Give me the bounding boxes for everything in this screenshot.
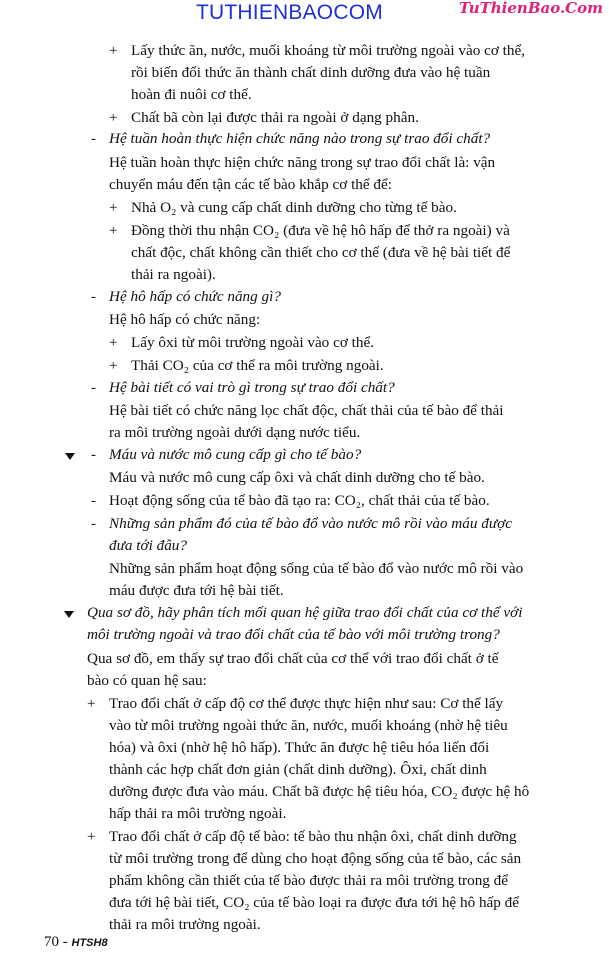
text-line: hấp thải ra môi trường ngoài. [109, 805, 287, 822]
text-line: Trao đổi chất ở cấp độ tế bào: tế bào thu nhận ôxi, chất dinh dưỡng [109, 828, 517, 845]
dash-bullet: - [91, 493, 96, 509]
text-line: Hệ bài tiết có vai trò gì trong sự trao đổi chất? [109, 379, 395, 396]
plus-bullet: + [109, 110, 118, 126]
text-line: Đồng thời thu nhận CO₂ (đưa về hệ hô hấp để thở ra ngoài) và [131, 222, 510, 239]
text-line: Trao đổi chất ở cấp độ cơ thể được thực hiện như sau: Cơ thể lấy [109, 695, 504, 712]
text-line: Nhả O₂ và cung cấp chất dinh dưỡng cho từng tế bào. [131, 199, 457, 216]
text-line: Chất bã còn lại được thải ra ngoài ở dạng phân. [131, 109, 419, 126]
watermark-left: TUTHIENBAOCOM [196, 1, 383, 24]
text-line: Hệ tuần hoàn thực hiện chức năng nào trong sự trao đổi chất? [109, 130, 491, 147]
text-line: bào có quan hệ sau: [87, 672, 207, 689]
text-line: Thải CO₂ của cơ thể ra môi trường ngoài. [131, 357, 384, 374]
page-number: 70 - [44, 934, 68, 950]
text-line: rồi biến đổi thức ăn thành chất dinh dưỡng đưa vào hệ tuần [131, 64, 491, 81]
plus-bullet: + [109, 200, 118, 216]
text-line: Những sản phẩm hoạt động sống của tế bào đổ vào nước mô rồi vào [109, 560, 524, 577]
plus-bullet: + [87, 696, 96, 712]
text-line: Qua sơ đồ, em thấy sự trao đổi chất của cơ thể với trao đổi chất ở tế [87, 650, 499, 667]
text-line: chuyển máu đến tận các tế bào khắp cơ thể để: [109, 176, 392, 193]
text-line: ra môi trường ngoài dưới dạng nước tiểu. [109, 424, 361, 441]
text-line: thành các hợp chất đơn giản (chất dinh dưỡng). Ôxi, chất dinh [109, 761, 487, 778]
text-line: thải ra môi trường ngoài. [109, 916, 261, 933]
text-line: đưa tới đâu? [109, 537, 187, 554]
watermark-right: TuThienBao.Com [458, 0, 603, 17]
text-line: Máu và nước mô cung cấp gì cho tế bào? [109, 446, 362, 463]
plus-bullet: + [109, 223, 118, 239]
dash-bullet: - [91, 131, 96, 147]
text-line: phẩm không cần thiết của tế bào được thải ra môi trường trong để [109, 872, 509, 889]
text-line: đưa tới hệ bài tiết, CO₂ của tế bào loại ra được đưa tới hệ hô hấp để [109, 894, 520, 911]
text-line: Hệ bài tiết có chức năng lọc chất độc, chất thải của tế bào để thải [109, 402, 504, 419]
triangle-marker-icon [64, 611, 74, 618]
page-footer [44, 934, 108, 951]
text-line: Hệ hô hấp có chức năng gì? [109, 288, 281, 305]
text-line: Những sản phẩm đó của tế bào đổ vào nước mô rồi vào máu được [109, 515, 512, 532]
text-line: Hệ hô hấp có chức năng: [109, 311, 261, 328]
text-line: Qua sơ đồ, hãy phân tích mối quan hệ giữa trao đổi chất của cơ thể với [87, 604, 523, 621]
triangle-marker-icon [65, 453, 75, 460]
dash-bullet: - [91, 380, 96, 396]
dash-bullet: - [91, 516, 96, 532]
book-code: HTSH8 [71, 937, 108, 949]
plus-bullet: + [87, 829, 96, 845]
text-line: Lấy thức ăn, nước, muối khoáng từ môi trường ngoài vào cơ thể, [131, 42, 526, 59]
text-line: thải ra ngoài). [131, 266, 216, 283]
text-line: vào từ môi trường ngoài thức ăn, nước, muối khoáng (nhờ hệ tiêu [109, 717, 508, 734]
text-line: từ môi trường trong để dùng cho hoạt động sống của tế bào, các sản [109, 850, 522, 867]
dash-bullet: - [91, 447, 96, 463]
dash-bullet: - [91, 289, 96, 305]
text-line: môi trường ngoài và trao đổi chất của tế bào với môi trường trong? [87, 626, 500, 643]
plus-bullet: + [109, 43, 118, 59]
text-line: Lấy ôxi từ môi trường ngoài vào cơ thể. [131, 334, 374, 351]
plus-bullet: + [109, 358, 118, 374]
text-line: dưỡng được đưa vào máu. Chất bã được hệ tiêu hóa, CO₂ được hệ hô [109, 783, 530, 800]
text-line: Máu và nước mô cung cấp ôxi và chất dinh dưỡng cho tế bào. [109, 469, 485, 486]
text-line: Hệ tuần hoàn thực hiện chức năng trong sự trao đổi chất là: vận [109, 154, 496, 171]
text-line: hoàn đi nuôi cơ thể. [131, 86, 252, 103]
text-line: máu được đưa tới hệ bài tiết. [109, 582, 284, 599]
text-line: chất độc, chất không cần thiết cho cơ thể (đưa về hệ bài tiết để [131, 244, 511, 261]
text-line: hóa) và ôxi (nhờ hệ hô hấp). Thức ăn được hệ tiêu hóa liến đổi [109, 739, 490, 756]
text-line: Hoạt động sống của tế bào đã tạo ra: CO₂, chất thải của tế bào. [109, 492, 490, 509]
plus-bullet: + [109, 335, 118, 351]
